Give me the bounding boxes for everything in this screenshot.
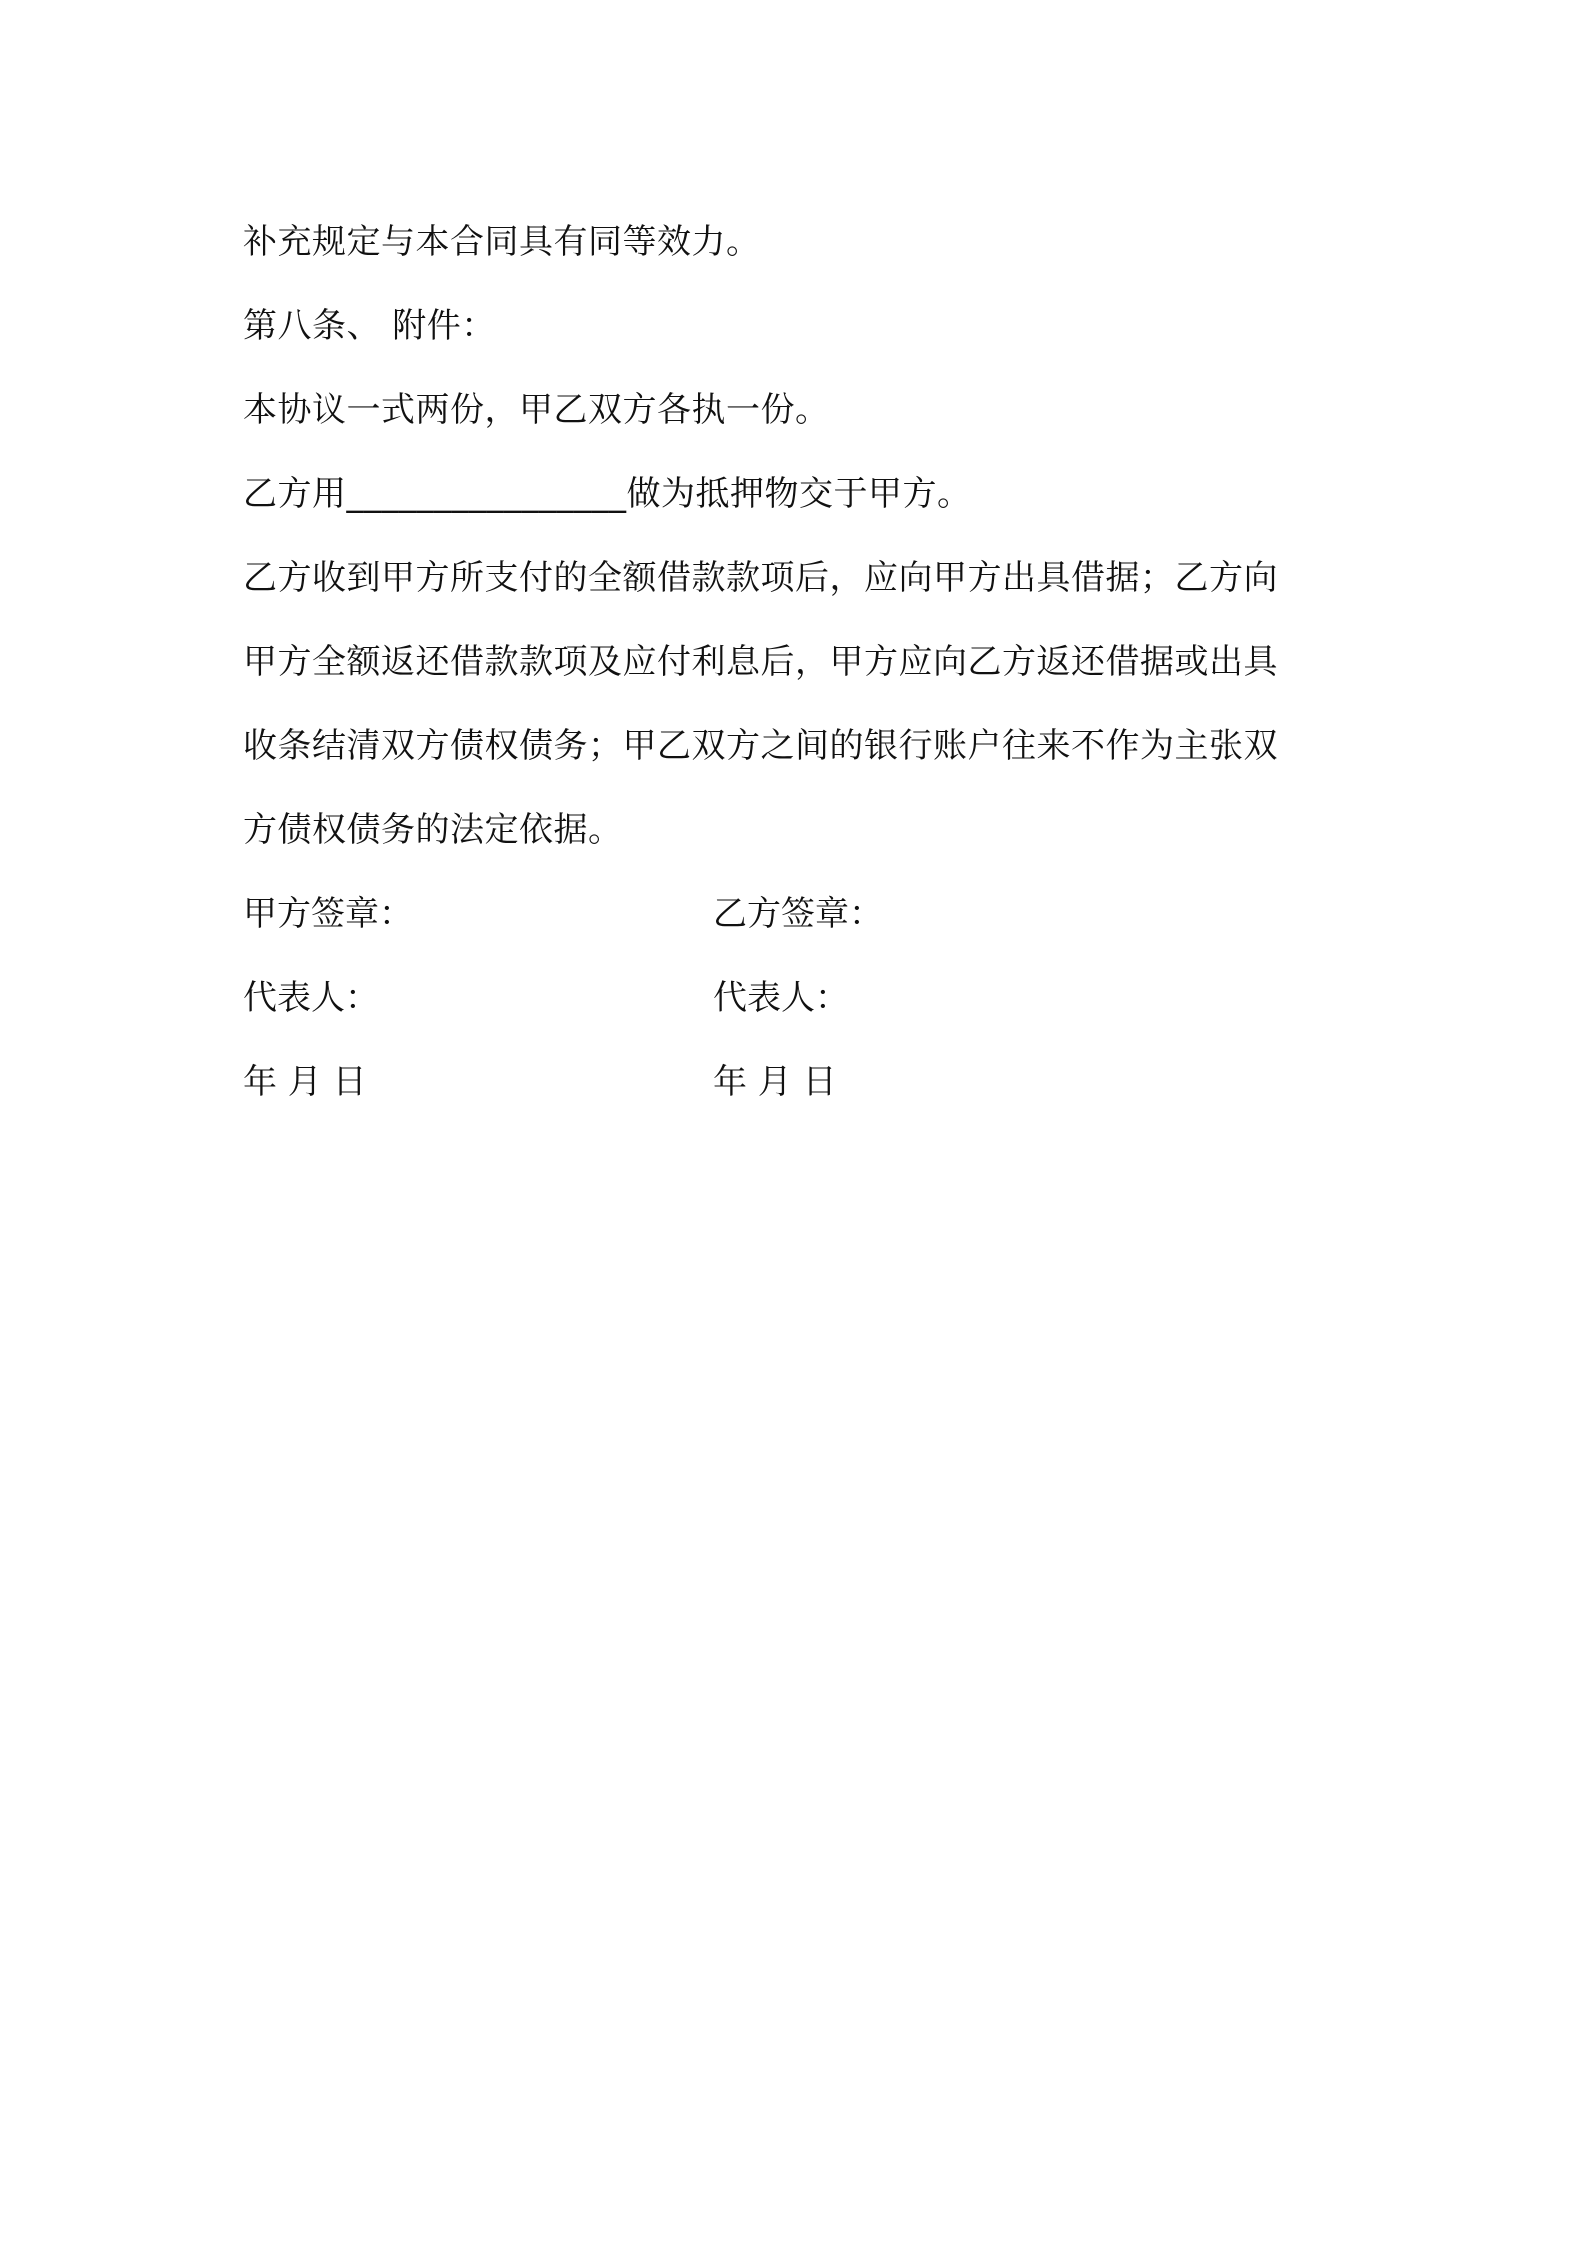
signature-representative-row [243, 956, 1363, 1040]
collateral-clause: 乙方用________________做为抵押物交于甲方。 [243, 474, 972, 514]
paragraph-line: 方债权债务的法定依据。 [243, 810, 623, 850]
supplement-clause: 补充规定与本合同具有同等效力。 [243, 222, 761, 262]
party-b-seal-label: 乙方签章： [713, 894, 883, 934]
party-a-representative-label: 代表人： [243, 978, 379, 1018]
party-b-representative-label: 代表人： [713, 978, 849, 1018]
party-a-seal-label: 甲方签章： [243, 894, 413, 934]
paragraph-line: 甲方全额返还借款款项及应付利息后，甲方应向乙方返还借据或出具 [243, 642, 1278, 682]
receipt-paragraph [243, 536, 1363, 872]
paragraph-line: 乙方收到甲方所支付的全额借款款项后，应向甲方出具借据；乙方向 [243, 558, 1278, 598]
document-body [243, 200, 1363, 1124]
party-a-date-label: 年 月 日 [243, 1062, 367, 1102]
party-b-date-label: 年 月 日 [713, 1062, 837, 1102]
signature-date-row [243, 1040, 1363, 1124]
copies-clause: 本协议一式两份，甲乙双方各执一份。 [243, 390, 830, 430]
article-8-heading: 第八条、 附件： [243, 306, 496, 346]
paragraph-line: 收条结清双方债权债务；甲乙双方之间的银行账户往来不作为主张双 [243, 726, 1278, 766]
signature-seal-row [243, 872, 1363, 956]
